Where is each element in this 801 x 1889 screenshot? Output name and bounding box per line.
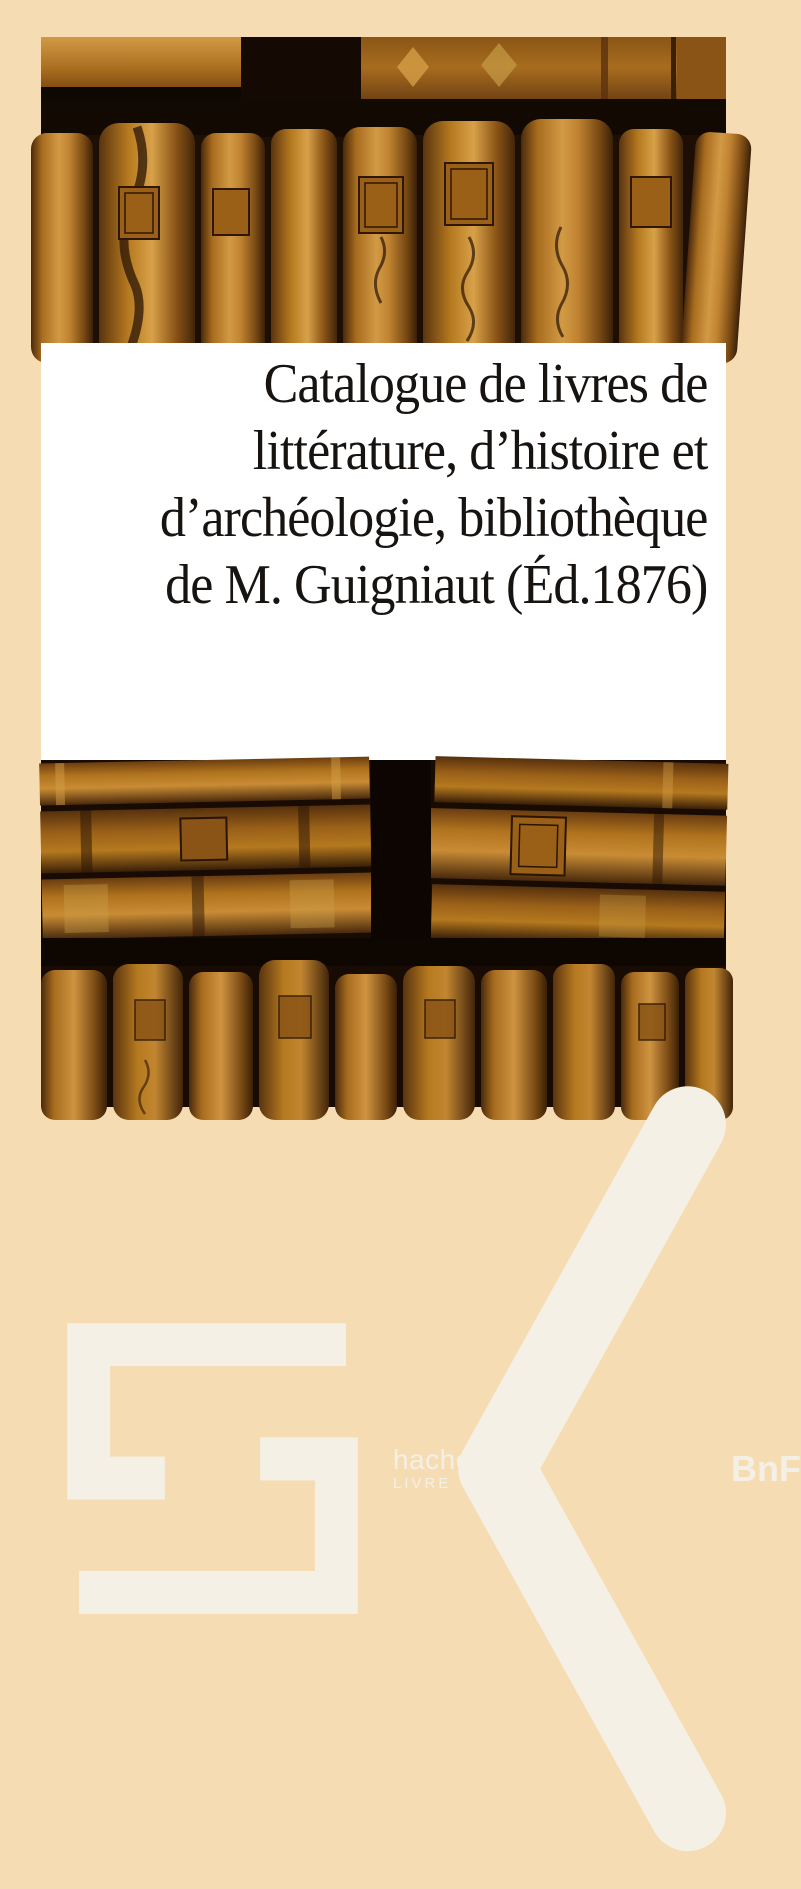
book-title (89, 343, 726, 619)
title-line-1: Catalogue de livres de (263, 353, 708, 415)
title-band (41, 343, 726, 760)
hachette-livre-label: LIVRE (393, 1475, 452, 1493)
hachette-wordmark: hachette (393, 1444, 505, 1476)
hachette-livre-logo (41, 1297, 505, 1640)
title-line-4: de M. Guigniaut (Éd.1876) (165, 554, 708, 616)
title-line-2: littérature, d’histoire et (252, 420, 708, 482)
top-books-photo (41, 37, 726, 343)
title-line-3: d’archéologie, bibliothèque (159, 487, 708, 549)
publisher-logos (41, 1048, 801, 1889)
left-angle-bracket-icon (420, 1048, 726, 1889)
bnf-logo (420, 1048, 801, 1889)
hachette-square-monogram-icon (41, 1297, 384, 1640)
top-books-illustration (41, 37, 726, 343)
bottom-books-photo (41, 760, 801, 1493)
bnf-wordmark: BnF (731, 1447, 801, 1489)
